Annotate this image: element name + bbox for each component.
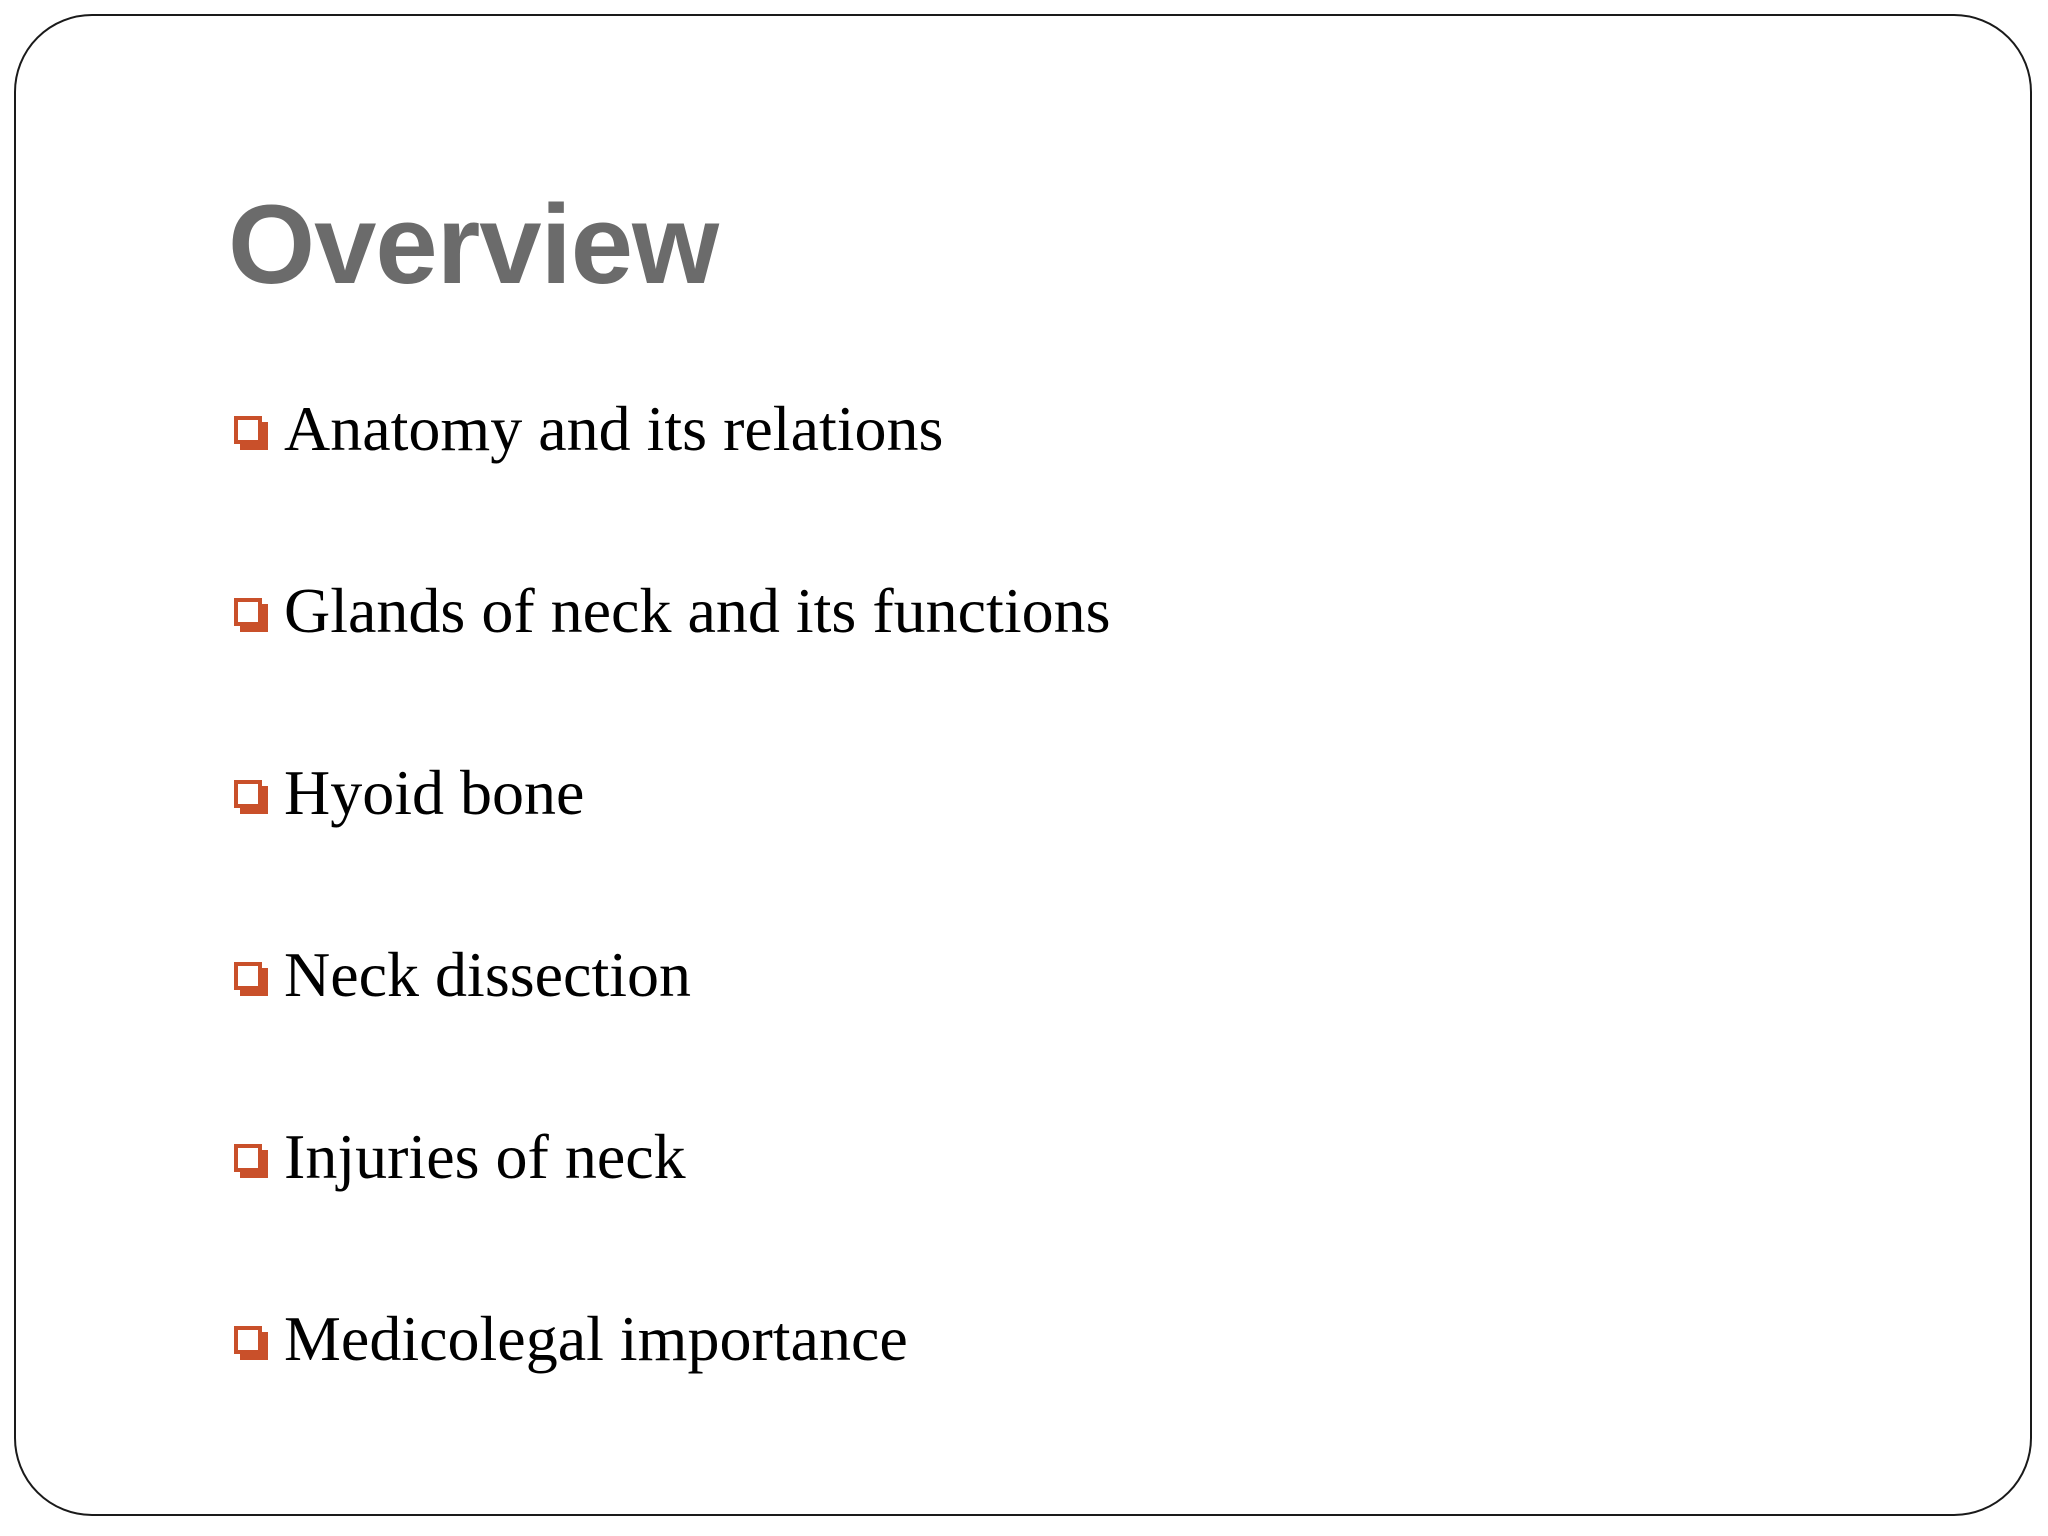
checkbox-icon [234,598,268,632]
checkbox-icon [234,1326,268,1360]
checkbox-icon [234,780,268,814]
bullet-list [234,338,1111,1430]
slide-title: Overview [228,182,719,307]
bullet-label: Medicolegal importance [284,1303,908,1374]
bullet-label: Hyoid bone [284,757,585,828]
bullet-label: Glands of neck and its functions [284,575,1111,646]
list-item [234,1248,1111,1430]
checkbox-icon [234,1144,268,1178]
bullet-label: Injuries of neck [284,1121,686,1192]
slide-frame [14,14,2032,1516]
bullet-label: Anatomy and its relations [284,393,944,464]
checkbox-icon [234,416,268,450]
list-item [234,520,1111,702]
list-item [234,1066,1111,1248]
list-item [234,702,1111,884]
checkbox-icon [234,962,268,996]
list-item [234,338,1111,520]
bullet-label: Neck dissection [284,939,691,1010]
list-item [234,884,1111,1066]
